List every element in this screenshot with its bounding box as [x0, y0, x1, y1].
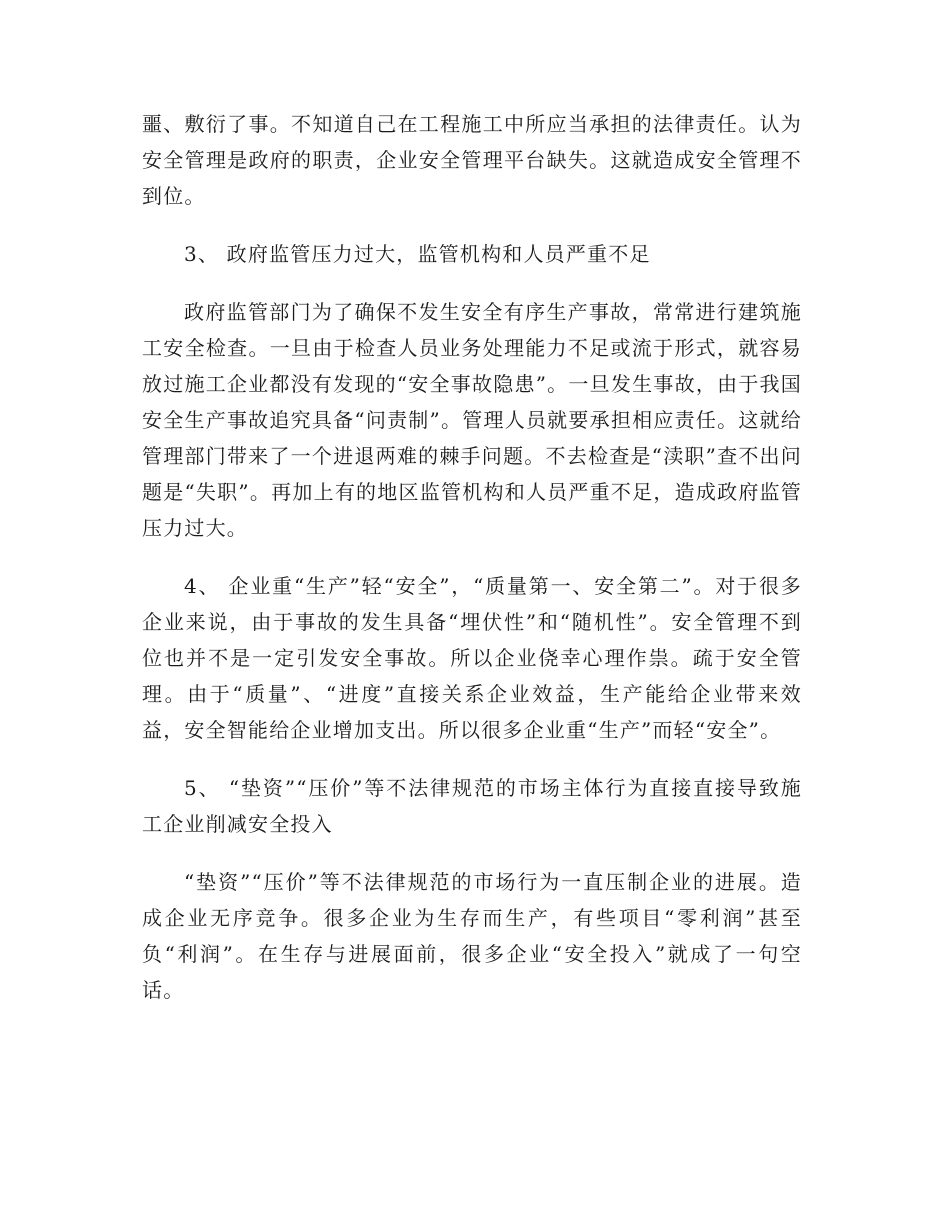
paragraph-section-4: 4、 企业重“生产”轻“安全”，“质量第一、安全第二”。对于很多企业来说，由于事故的发生具备“埋伏性”和“随机性”。安全管理不到位也并不是一定引发安全事故。所以企业侥幸心理作祟。疏于安全管理。由于“质量”、“进度”直接关系企业效益，生产能给企业带来效益，安全智能给企业增加支出。所以很多企业重“生产”而轻“安全”。: [142, 574, 802, 742]
paragraph-government-supervision: 政府监管部门为了确保不发生安全有序生产事故，常常进行建筑施工安全检查。一旦由于检查人员业务处理能力不足或流于形式，就容易放过施工企业都没有发现的“安全事故隐患”。一旦发生事故，由于我国安全生产事故追究具备“问责制”。管理人员就要承担相应责任。这就给管理部门带来了一个进退两难的棘手问题。不去检查是“渎职”查不出问题是“失职”。再加上有的地区监管机构和人员严重不足，造成政府监管压力过大。: [142, 300, 802, 540]
paragraph-continued: 噩、敷衍了事。不知道自己在工程施工中所应当承担的法律责任。认为安全管理是政府的职责，企业安全管理平台缺失。这就造成安全管理不到位。: [142, 112, 802, 208]
paragraph-advance-funding: “垫资”“压价”等不法律规范的市场行为一直压制企业的进展。造成企业无序竞争。很多企业为生存而生产，有些项目“零利润”甚至负“利润”。在生存与进展面前，很多企业“安全投入”就成了一句空话。: [142, 870, 802, 1002]
section-heading-3: 3、 政府监管压力过大，监管机构和人员严重不足: [184, 242, 651, 266]
document-body: [142, 106, 802, 1030]
paragraph-section-5-heading: 5、 “垫资”“压价”等不法律规范的市场主体行为直接直接导致施工企业削减安全投入: [142, 776, 802, 836]
